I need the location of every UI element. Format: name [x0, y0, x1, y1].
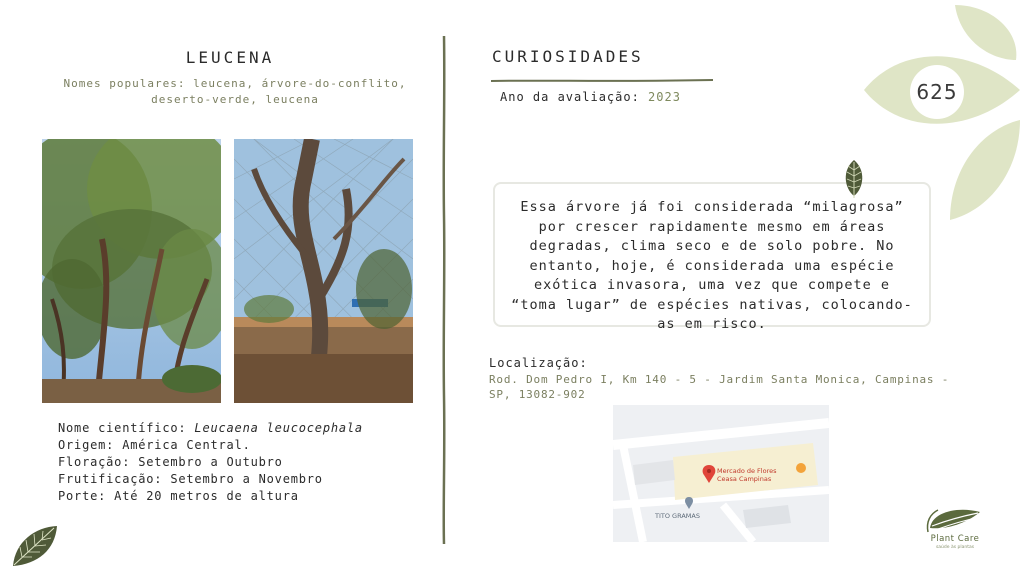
- bottom-leaf-icon: [10, 522, 60, 568]
- tree-photo-trunk: [234, 139, 413, 403]
- location-map[interactable]: [613, 405, 829, 542]
- tree-photo-canopy: [42, 139, 221, 403]
- location-label: Localização:: [489, 356, 588, 370]
- map-poi-line2: Ceasa Campinas: [717, 475, 772, 483]
- vertical-divider: [440, 36, 448, 544]
- origin-row: Origem: América Central.: [58, 438, 251, 452]
- popular-names: Nomes populares: leucena, árvore-do-conflito, deserto-verde, leucena: [63, 77, 407, 106]
- scientific-name-value: Leucaena leucocephala: [194, 421, 363, 435]
- fruiting-row: Frutificação: Setembro a Novembro: [58, 472, 323, 486]
- plant-info: [58, 420, 363, 505]
- map-poi-line1: Mercado de Flores: [717, 467, 777, 475]
- record-number-badge: 625: [910, 65, 964, 119]
- curiosity-text: Essa árvore já foi considerada “milagrosa” por crescer rapidamente mesmo em áreas degradas, clima seco e de solo pobre. No entanto, hoje, é considerada uma espécie exótica invasora, uma vez que compete e “toma lugar” de espécies nativas, colocando-as em risco.: [511, 199, 913, 332]
- plant-name-title: LEUCENA: [185, 48, 275, 67]
- map-poi-tito: TITO GRAMAS: [655, 512, 700, 520]
- scientific-name-label: Nome científico:: [58, 421, 195, 435]
- evaluation-year-label: Ano da avaliação:: [500, 90, 649, 104]
- curiosities-title: CURIOSIDADES: [492, 47, 644, 66]
- evaluation-year: [500, 90, 681, 104]
- title-underline: [491, 69, 713, 75]
- logo-name: Plant Care: [930, 534, 980, 544]
- location-address: Rod. Dom Pedro I, Km 140 - 5 - Jardim Santa Monica, Campinas - SP, 13082-902: [489, 373, 950, 401]
- flowering-row: Floração: Setembro a Outubro: [58, 455, 283, 469]
- evaluation-year-value: 2023: [648, 90, 681, 104]
- size-row: Porte: Até 20 metros de altura: [58, 489, 299, 503]
- logo-tagline: saúde às plantas: [935, 545, 975, 550]
- scientific-name-row: [58, 420, 363, 437]
